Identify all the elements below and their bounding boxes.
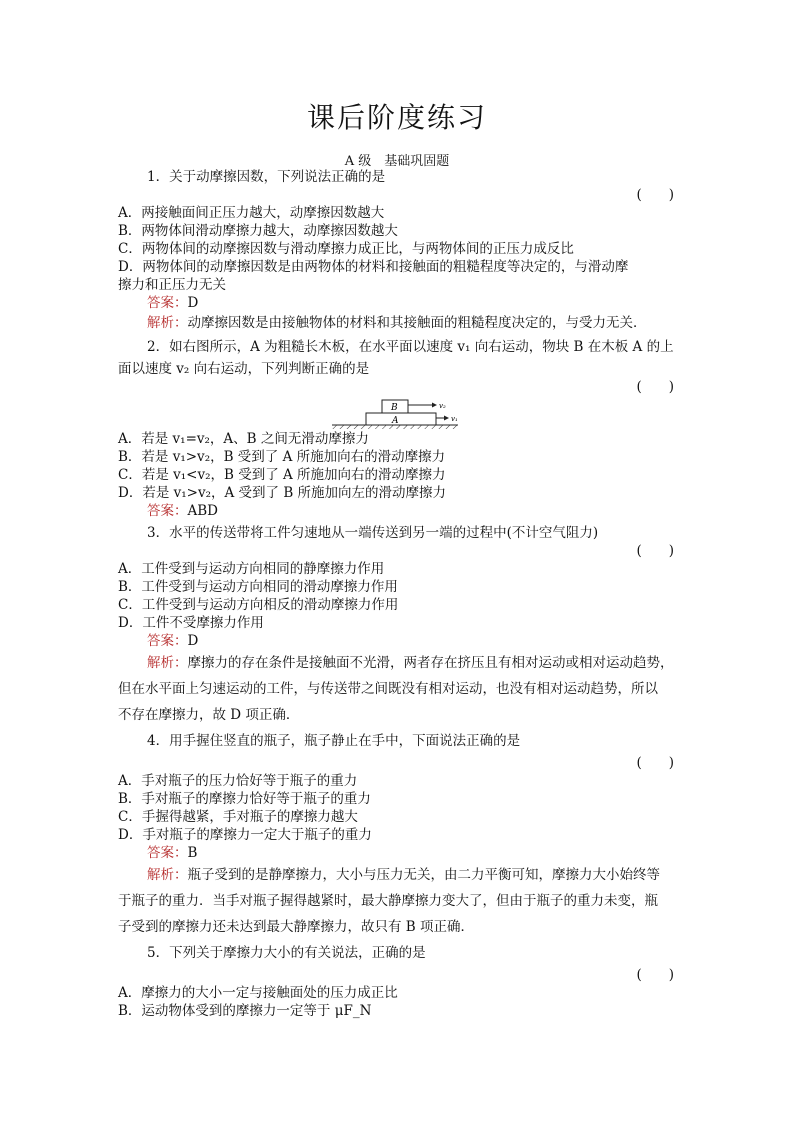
q1-option-d: D．两物体间的动摩擦因数是由两物体的材料和接触面的粗糙程度等决定的，与滑动摩 xyxy=(118,259,629,275)
q4-option-c: C．手握得越紧，手对瓶子的摩擦力越大 xyxy=(118,809,358,825)
q3-analysis-1 xyxy=(118,650,678,676)
q2-option-d: D．若是 v₁>v₂，A 受到了 B 所施加向左的滑动摩擦力 xyxy=(118,485,447,501)
q3-option-a: A．工件受到与运动方向相同的静摩擦力作用 xyxy=(118,561,385,577)
q2-answer xyxy=(118,502,678,524)
analysis-label: 解析： xyxy=(147,655,188,671)
q4-analysis-3: 子受到的摩擦力还未达到最大静摩擦力，故只有 B 项正确． xyxy=(118,919,475,935)
v1-label: v₁ xyxy=(451,415,458,423)
q2-option-a: A．若是 v₁=v₂，A、B 之间无滑动摩擦力 xyxy=(118,431,369,447)
q1-analysis-text: 动摩擦因数是由接触物体的材料和其接触面的粗糙程度决定的，与受力无关． xyxy=(187,315,647,331)
q4-answer-blank: ( ) xyxy=(636,755,674,771)
q4-answer-value: B xyxy=(187,845,198,861)
q3-option-d: D．工件不受摩擦力作用 xyxy=(118,615,264,631)
q5-stem: 5．下列关于摩擦力大小的有关说法，正确的是 xyxy=(147,945,426,961)
q3-answer-blank: ( ) xyxy=(636,543,674,559)
q1-option-d-cont: 擦力和正压力无关 xyxy=(118,277,226,293)
answer-label: 答案： xyxy=(147,845,188,861)
q1-stem: 1．关于动摩擦因数，下列说法正确的是 xyxy=(147,169,386,185)
board-a-label: A xyxy=(392,416,399,426)
q5-answer-blank: ( ) xyxy=(636,967,674,983)
v1-arrowhead xyxy=(444,416,449,421)
q3-answer xyxy=(118,632,678,650)
answer-label: 答案： xyxy=(147,633,188,649)
q1-option-c: C．两物体间的动摩擦因数与滑动摩擦力成正比，与两物体间的正压力成反比 xyxy=(118,241,574,257)
board-a xyxy=(366,413,436,425)
section-heading: A 级 基础巩固题 xyxy=(344,154,450,169)
v2-arrowhead xyxy=(432,403,437,408)
v2-label: v₂ xyxy=(439,402,446,410)
q4-analysis-text-1: 瓶子受到的是静摩擦力，大小与压力无关，由二力平衡可知，摩擦力大小始终等 xyxy=(187,867,660,883)
q1-analysis xyxy=(118,312,678,334)
q3-option-b: B．工件受到与运动方向相同的滑动摩擦力作用 xyxy=(118,579,398,595)
q4-stem: 4．用手握住竖直的瓶子，瓶子静止在手中，下面说法正确的是 xyxy=(147,733,521,749)
q2-answer-blank: ( ) xyxy=(636,379,674,395)
question-list xyxy=(118,168,678,1020)
q2-stem-2: 面以速度 v₂ 向右运动，下列判断正确的是 xyxy=(118,361,370,377)
q2-answer-value: ABD xyxy=(187,503,218,519)
q2-option-b: B．若是 v₁>v₂，B 受到了 A 所施加向右的滑动摩擦力 xyxy=(118,449,446,465)
q1-option-a: A．两接触面间正压力越大，动摩擦因数越大 xyxy=(118,205,385,221)
block-b-label: B xyxy=(391,403,398,413)
answer-label: 答案： xyxy=(147,503,188,519)
q4-answer xyxy=(118,844,678,862)
q1-option-b: B．两物体间滑动摩擦力越大，动摩擦因数越大 xyxy=(118,223,398,239)
q5-option-a: A．摩擦力的大小一定与接触面处的压力成正比 xyxy=(118,985,398,1001)
q3-analysis-2: 但在水平面上匀速运动的工件，与传送带之间既没有相对运动，也没有相对运动趋势，所以 xyxy=(118,681,658,697)
q2-option-c: C．若是 v₁<v₂，B 受到了 A 所施加向右的滑动摩擦力 xyxy=(118,467,446,483)
q1-answer-value: D xyxy=(187,295,199,311)
q4-analysis-2: 于瓶子的重力．当手对瓶子握得越紧时，最大静摩擦力变大了，但由于瓶子的重力未变，瓶 xyxy=(118,893,658,909)
q4-option-d: D．手对瓶子的摩擦力一定大于瓶子的重力 xyxy=(118,827,372,843)
q1-answer-blank: ( ) xyxy=(636,187,674,203)
q5-option-b: B．运动物体受到的摩擦力一定等于 μF_N xyxy=(118,1003,372,1019)
q3-analysis-text-1: 摩擦力的存在条件是接触面不光滑，两者存在挤压且有相对运动或相对运动趋势， xyxy=(187,655,674,671)
analysis-label: 解析： xyxy=(147,867,188,883)
page-title: 课后阶度练习 xyxy=(306,101,487,134)
q4-analysis-1 xyxy=(118,862,678,888)
q3-analysis-3: 不存在摩擦力，故 D 项正确． xyxy=(118,707,300,723)
q4-option-a: A．手对瓶子的压力恰好等于瓶子的重力 xyxy=(118,773,358,789)
q2-stem-1: 2．如右图所示，A 为粗糙长木板，在水平面以速度 v₁ 向右运动，物块 B 在木板 A 的上 xyxy=(147,339,674,355)
answer-label: 答案： xyxy=(147,295,188,311)
q1-answer xyxy=(118,294,678,312)
q3-answer-value: D xyxy=(187,633,199,649)
analysis-label: 解析： xyxy=(147,315,188,331)
q2-figure xyxy=(118,396,678,430)
q4-option-b: B．手对瓶子的摩擦力恰好等于瓶子的重力 xyxy=(118,791,371,807)
board-block-diagram xyxy=(118,396,678,430)
q3-stem: 3．水平的传送带将工件匀速地从一端传送到另一端的过程中(不计空气阻力) xyxy=(147,525,599,541)
q3-option-c: C．工件受到与运动方向相反的滑动摩擦力作用 xyxy=(118,597,399,613)
